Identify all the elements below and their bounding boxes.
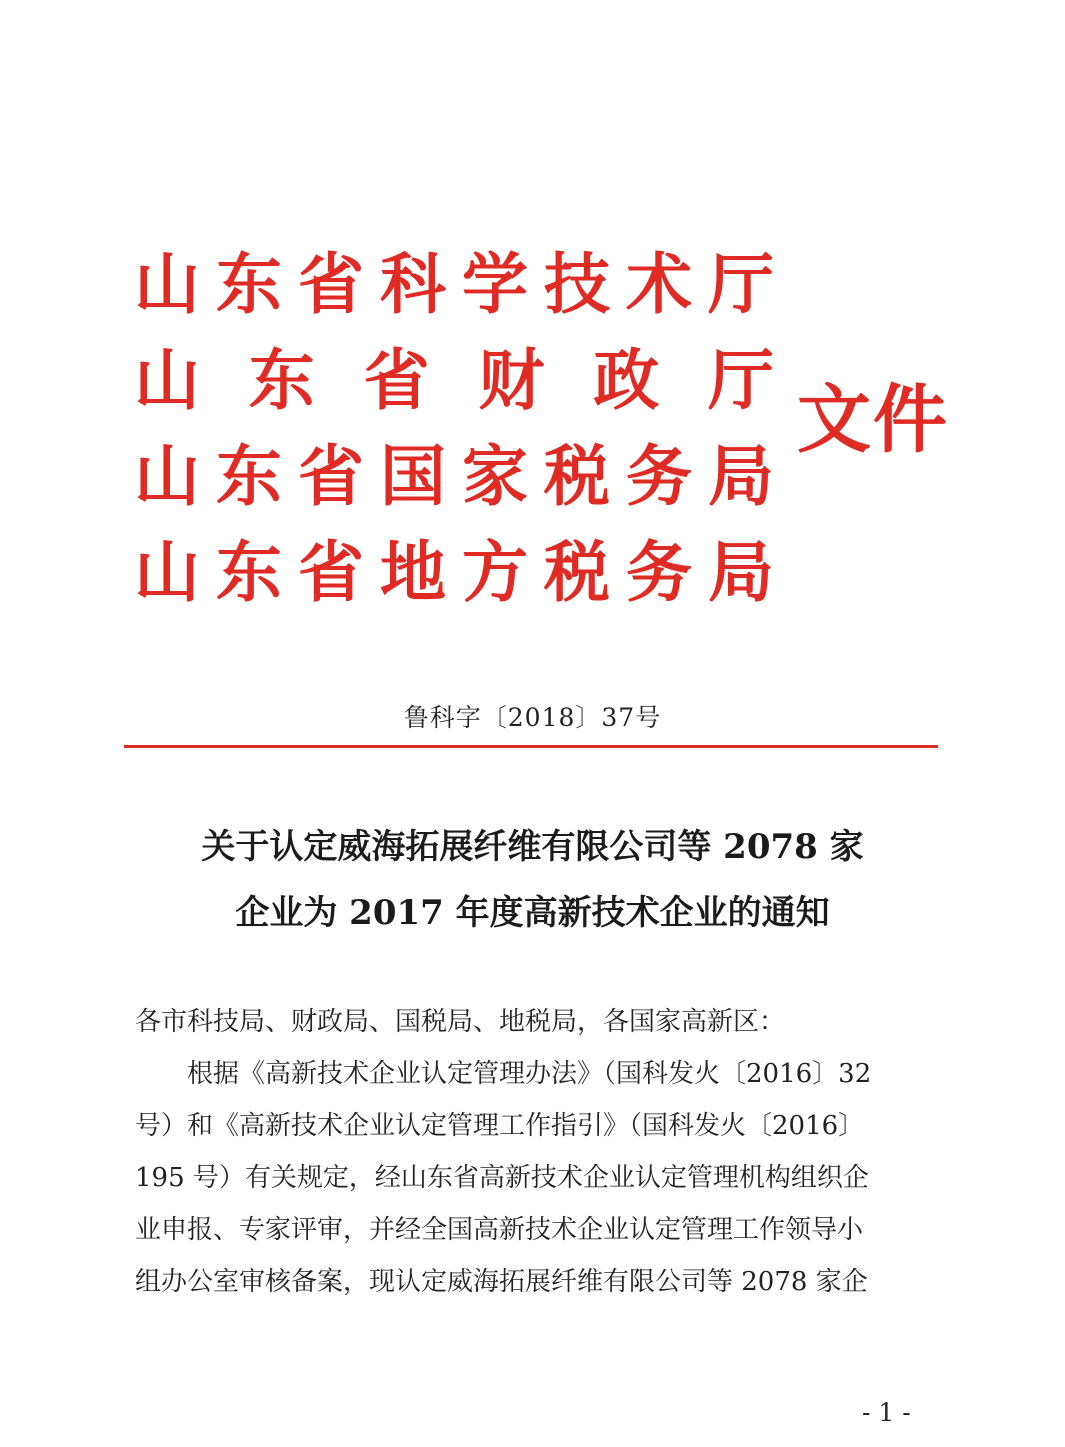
document-number: 鲁科字〔2018〕37号 (403, 703, 662, 732)
document-title-line-1: 关于认定威海拓展纤维有限公司等 2078 家 (201, 827, 864, 867)
issuer-char: 省 (298, 533, 364, 611)
issuer-char: 东 (216, 533, 282, 611)
issuer-char: 税 (544, 533, 610, 611)
page-number: - 1 - (862, 1398, 911, 1427)
issuer-char: 务 (626, 437, 692, 515)
issuer-char: 科 (380, 245, 446, 323)
issuer-char: 术 (626, 245, 692, 323)
issuer-char: 山 (134, 245, 200, 323)
issuer-char: 省 (298, 437, 364, 515)
issuer-char: 山 (134, 533, 200, 611)
issuer-char: 技 (544, 245, 610, 323)
issuer-char: 省 (363, 341, 430, 419)
issuer-char: 财 (478, 341, 545, 419)
issuer-char: 国 (380, 437, 446, 515)
issuer-char: 山 (134, 437, 200, 515)
document-title-line-2: 企业为 2017 年度高新技术企业的通知 (235, 893, 830, 933)
issuer-char: 东 (216, 437, 282, 515)
issuer-name (134, 530, 774, 614)
addressee: 各市科技局、财政局、国税局、地税局，各国家高新区： (135, 1007, 786, 1037)
body-line: 195 号）有关规定，经山东省高新技术企业认定管理机构组织企 (135, 1163, 869, 1193)
issuer-block (134, 242, 774, 617)
issuer-char: 政 (593, 341, 660, 419)
issuer-char: 厅 (707, 341, 774, 419)
issuer-char: 学 (462, 245, 528, 323)
issuer-char: 家 (462, 437, 528, 515)
body-line: 号）和《高新技术企业认定管理工作指引》（国科发火〔2016〕 (135, 1111, 865, 1141)
issuer-char: 方 (462, 533, 528, 611)
issuer-char: 税 (544, 437, 610, 515)
body-line: 组办公室审核备案，现认定威海拓展纤维有限公司等 2078 家企 (135, 1267, 868, 1297)
document-type-label: 文件 (797, 377, 949, 463)
issuer-char: 厅 (708, 245, 774, 323)
issuer-char: 地 (380, 533, 446, 611)
red-divider (124, 745, 938, 748)
issuer-char: 东 (248, 341, 315, 419)
issuer-char: 省 (298, 245, 364, 323)
issuer-char: 山 (134, 341, 200, 419)
issuer-char: 局 (708, 437, 774, 515)
issuer-name (134, 242, 774, 326)
issuer-char: 务 (626, 533, 692, 611)
issuer-name (134, 434, 774, 518)
issuer-name (134, 338, 774, 422)
issuer-char: 东 (216, 245, 282, 323)
body-line: 业申报、专家评审，并经全国高新技术企业认定管理工作领导小 (135, 1215, 864, 1245)
issuer-char: 局 (708, 533, 774, 611)
body-line: 根据《高新技术企业认定管理办法》（国科发火〔2016〕32 (135, 1059, 872, 1089)
